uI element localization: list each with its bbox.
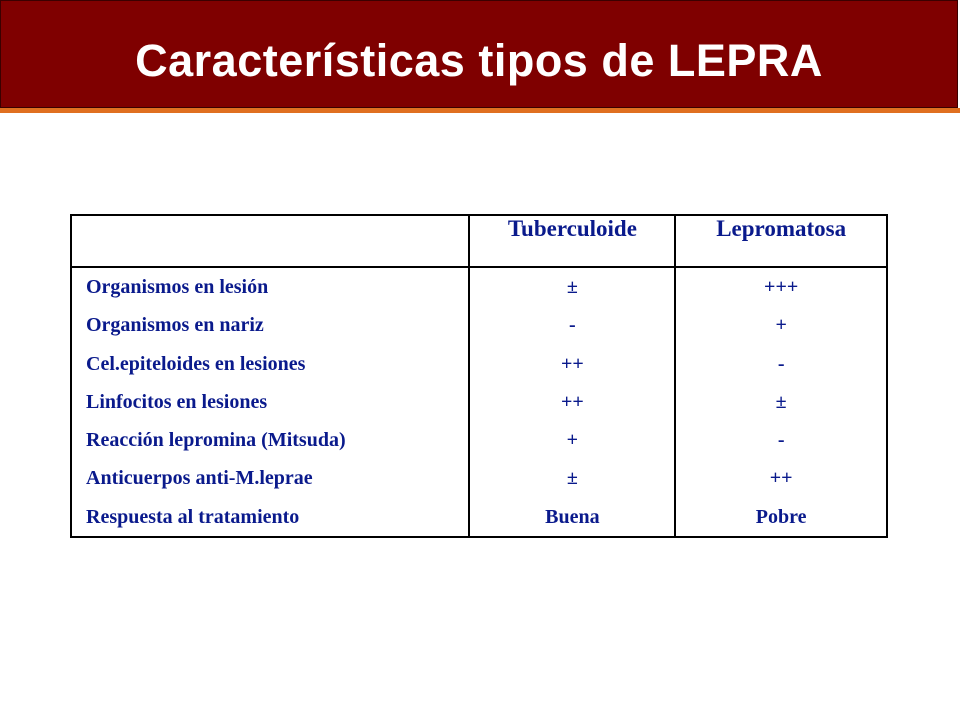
- row-label: Linfocitos en lesiones: [86, 390, 268, 413]
- lepromatosa-value: Pobre: [755, 505, 807, 528]
- tuberculoide-value: Buena: [545, 505, 600, 528]
- title-underline: [0, 108, 960, 113]
- tuberculoide-value: ++: [560, 390, 584, 413]
- header-blank-cell: [71, 215, 469, 267]
- row-label: Organismos en lesión: [86, 276, 269, 298]
- tuberculoide-value: ±: [566, 276, 578, 298]
- row-label: Respuesta al tratamiento: [86, 505, 300, 528]
- table-body-row: [71, 267, 887, 537]
- row-label: Cel.epiteloides en lesiones: [86, 352, 306, 375]
- lepromatosa-column: [675, 267, 887, 537]
- lepromatosa-value: +++: [764, 276, 799, 298]
- header-lepromatosa: Lepromatosa: [675, 215, 887, 267]
- header-tuberculoide: Tuberculoide: [469, 215, 675, 267]
- slide-title: Características tipos de LEPRA: [135, 35, 823, 86]
- lepromatosa-value: -: [777, 429, 785, 452]
- comparison-table: [70, 214, 888, 538]
- table-header-row: [71, 215, 887, 267]
- lepromatosa-value: ++: [769, 467, 793, 490]
- tuberculoide-value: +: [566, 429, 579, 452]
- lepromatosa-value: -: [777, 352, 785, 375]
- row-label: Organismos en nariz: [86, 314, 264, 337]
- labels-column: [71, 267, 469, 537]
- tuberculoide-value: ++: [560, 352, 584, 375]
- tuberculoide-value: -: [569, 314, 576, 337]
- row-label: Reacción lepromina (Mitsuda): [86, 429, 346, 452]
- row-label: Anticuerpos anti-M.leprae: [86, 467, 313, 490]
- tuberculoide-value: ±: [566, 467, 578, 490]
- lepromatosa-value: +: [775, 314, 787, 337]
- tuberculoide-column: [469, 267, 675, 537]
- lepromatosa-value: ±: [775, 390, 787, 413]
